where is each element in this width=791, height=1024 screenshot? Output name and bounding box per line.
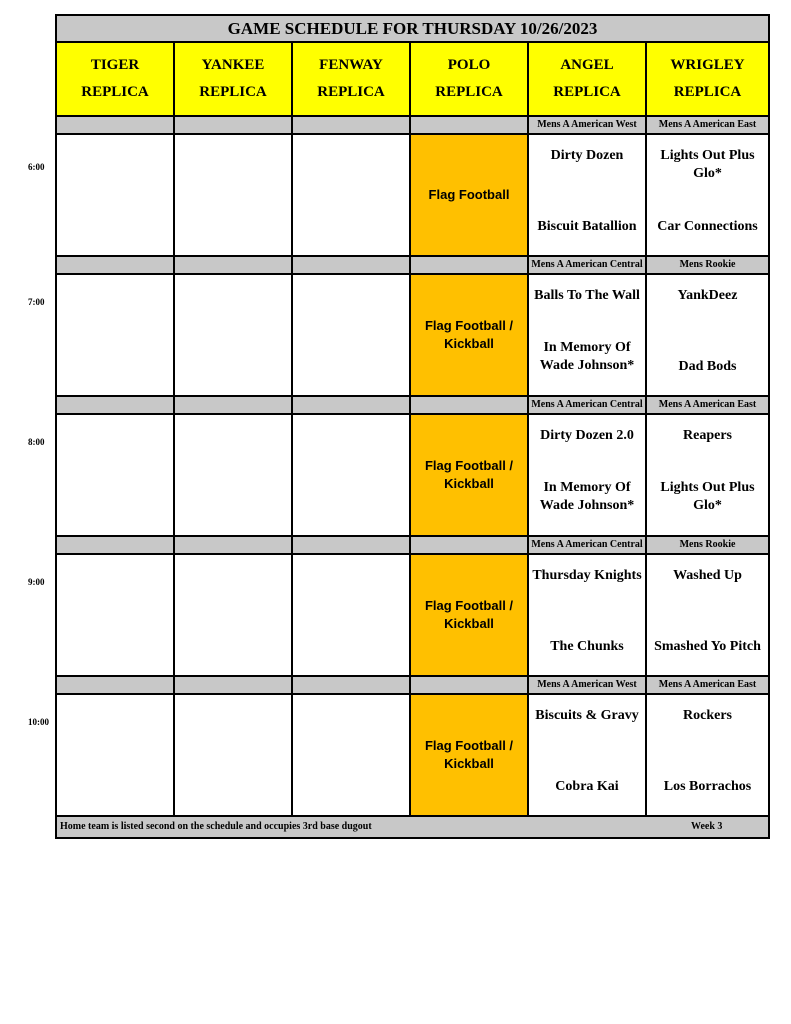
schedule-footer (57, 817, 768, 837)
division-row (57, 257, 768, 275)
division-label: Mens A American West (529, 117, 647, 133)
empty-cell (57, 415, 175, 535)
division-label (293, 257, 411, 273)
wrigley-matchup (647, 415, 768, 535)
home-team: Car Connections (657, 219, 758, 234)
away-team: Dirty Dozen (550, 148, 624, 163)
time-label: 6:00 (28, 162, 45, 172)
polo-activity: Flag Football / Kickball (411, 695, 529, 815)
division-label: Mens A American Central (529, 257, 647, 273)
angel-matchup (529, 275, 647, 395)
division-label (411, 397, 529, 413)
division-label (411, 257, 529, 273)
away-team: Dirty Dozen 2.0 (540, 428, 634, 443)
division-label (175, 537, 293, 553)
home-team: Smashed Yo Pitch (654, 639, 761, 654)
field-name: FENWAY (319, 57, 383, 73)
away-team: Biscuits & Gravy (535, 708, 639, 723)
home-team: In Memory Of Wade Johnson* (539, 480, 635, 513)
schedule-sheet (55, 14, 770, 839)
empty-cell (57, 695, 175, 815)
home-team: Cobra Kai (555, 779, 619, 794)
polo-activity: Flag Football / Kickball (411, 555, 529, 675)
division-label (293, 117, 411, 133)
division-label: Mens A American Central (529, 537, 647, 553)
time-label: 10:00 (28, 717, 49, 727)
away-team: YankDeez (677, 288, 738, 303)
home-team: The Chunks (550, 639, 624, 654)
home-team: Biscuit Batallion (537, 219, 637, 234)
field-sub: REPLICA (553, 84, 621, 100)
division-row (57, 397, 768, 415)
away-team: Thursday Knights (532, 568, 642, 583)
division-label: Mens Rookie (679, 259, 736, 270)
slot-row (57, 275, 768, 397)
angel-matchup (529, 135, 647, 255)
field-sub: REPLICA (317, 84, 385, 100)
angel-matchup (529, 555, 647, 675)
empty-cell (175, 555, 293, 675)
home-team: Los Borrachos (663, 779, 752, 794)
field-name: YANKEE (201, 57, 265, 73)
time-slots (57, 117, 768, 817)
division-label: Mens A American West (529, 677, 647, 693)
field-header-row (57, 43, 768, 117)
division-label (175, 397, 293, 413)
home-team: Lights Out Plus Glo* (660, 480, 755, 513)
division-label (175, 117, 293, 133)
polo-activity: Flag Football / Kickball (411, 415, 529, 535)
empty-cell (57, 555, 175, 675)
division-label (175, 677, 293, 693)
away-team: Washed Up (673, 568, 742, 583)
slot-row (57, 555, 768, 677)
division-row (57, 537, 768, 555)
angel-matchup (529, 415, 647, 535)
away-team: Rockers (683, 708, 732, 723)
week-label: Week 3 (691, 821, 723, 832)
division-label (411, 117, 529, 133)
away-team: Lights Out Plus Glo* (660, 148, 755, 181)
division-label (57, 537, 175, 553)
division-label (411, 537, 529, 553)
field-header-yankee (175, 43, 293, 115)
division-label (411, 677, 529, 693)
division-label (293, 677, 411, 693)
field-header-tiger (57, 43, 175, 115)
angel-matchup (529, 695, 647, 815)
home-team: In Memory Of Wade Johnson* (539, 340, 635, 373)
field-sub: REPLICA (435, 84, 503, 100)
empty-cell (175, 135, 293, 255)
wrigley-matchup (647, 275, 768, 395)
division-label (293, 537, 411, 553)
home-team: Dad Bods (678, 359, 737, 374)
division-label: Mens A American Central (529, 397, 647, 413)
empty-cell (175, 275, 293, 395)
empty-cell (175, 415, 293, 535)
field-name: ANGEL (560, 57, 614, 73)
division-label (57, 257, 175, 273)
home-team-note: Home team is listed second on the schedule and occupies 3rd base dugout (60, 821, 372, 832)
empty-cell (293, 275, 411, 395)
empty-cell (57, 135, 175, 255)
field-header-wrigley (647, 43, 768, 115)
division-label: Mens A American East (658, 679, 757, 690)
empty-cell (293, 415, 411, 535)
field-header-fenway (293, 43, 411, 115)
empty-cell (293, 695, 411, 815)
empty-cell (175, 695, 293, 815)
division-label (57, 117, 175, 133)
field-name: POLO (447, 57, 491, 73)
division-label (57, 397, 175, 413)
field-header-angel (529, 43, 647, 115)
division-label (175, 257, 293, 273)
schedule-title: GAME SCHEDULE FOR THURSDAY 10/26/2023 (57, 16, 768, 43)
slot-row (57, 135, 768, 257)
field-name: WRIGLEY (670, 57, 745, 73)
time-label: 9:00 (28, 577, 45, 587)
field-sub: REPLICA (81, 84, 149, 100)
away-team: Balls To The Wall (534, 288, 640, 303)
wrigley-matchup (647, 555, 768, 675)
time-label: 8:00 (28, 437, 45, 447)
polo-activity: Flag Football (411, 135, 529, 255)
field-header-polo (411, 43, 529, 115)
field-name: TIGER (90, 57, 140, 73)
away-team: Reapers (683, 428, 732, 443)
division-label (57, 677, 175, 693)
division-label (293, 397, 411, 413)
empty-cell (293, 555, 411, 675)
polo-activity: Flag Football / Kickball (411, 275, 529, 395)
field-sub: REPLICA (199, 84, 267, 100)
empty-cell (293, 135, 411, 255)
time-label: 7:00 (28, 297, 45, 307)
slot-row (57, 695, 768, 817)
wrigley-matchup (647, 135, 768, 255)
division-label: Mens A American East (658, 119, 757, 130)
division-label: Mens A American East (658, 399, 757, 410)
empty-cell (57, 275, 175, 395)
field-sub: REPLICA (673, 84, 742, 100)
division-row (57, 677, 768, 695)
division-label: Mens Rookie (679, 539, 736, 550)
wrigley-matchup (647, 695, 768, 815)
slot-row (57, 415, 768, 537)
division-row (57, 117, 768, 135)
